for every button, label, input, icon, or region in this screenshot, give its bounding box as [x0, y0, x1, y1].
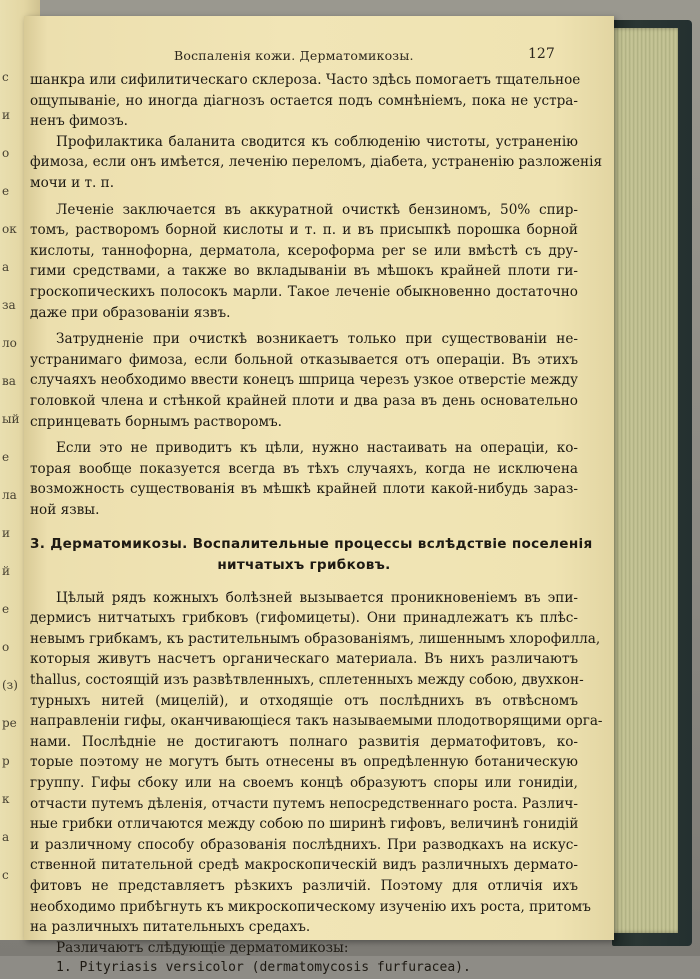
margin-fragment: а [2, 830, 10, 844]
text-line: гроскопическихъ полосокъ марли. Такое леченіе обыкновенно достаточно [30, 283, 578, 300]
text-line: спринцевать борнымъ растворомъ. [30, 413, 282, 430]
text-line: Если это не приводитъ къ цѣли, нужно настаивать на операціи, ко- [56, 440, 578, 457]
page-body [30, 70, 603, 979]
text-line: ной язвы. [30, 501, 100, 518]
text-line: торая вообще показуется всегда въ тѣхъ случаяхъ, когда не исключена [30, 460, 578, 477]
paragraph-4 [30, 329, 578, 432]
text-line: торые поэтому не могутъ быть отнесены въ опредѣленную ботаническую [30, 754, 578, 771]
text-line: группу. Гифы сбоку или на своемъ концѣ образуютъ споры или гонидіи, [30, 775, 578, 791]
paragraph-2 [30, 132, 603, 194]
margin-fragment: ло [2, 336, 17, 350]
margin-fragment: ре [2, 716, 17, 730]
margin-fragment: и [2, 108, 10, 122]
text-line: возможность существованія въ мѣшкѣ крайней плоти какой-нибудь зараз- [30, 481, 578, 498]
margin-fragment: й [2, 564, 10, 578]
margin-fragment: ва [2, 374, 16, 388]
margin-fragment: а [2, 260, 10, 274]
text-line: Леченіе заключается въ аккуратной очисткѣ бензиномъ, 50% спир- [56, 201, 578, 218]
text-line: необходимо прибѣгнуть къ микроскопическому изученію ихъ роста, притомъ [30, 898, 591, 915]
text-line: ненъ фимозъ. [30, 113, 128, 130]
text-line: Затрудненіе при очисткѣ возникаетъ только при существованіи не- [56, 331, 578, 348]
text-line: Цѣлый рядъ кожныхъ болѣзней вызывается проникновеніемъ въ эпи- [56, 589, 578, 606]
text-line: на различныхъ питательныхъ средахъ. [30, 919, 311, 936]
text-line: турныхъ нитей (мицелій), и отходящіе отъ послѣднихъ въ отвѣсномъ [30, 692, 578, 709]
margin-fragment: р [2, 754, 10, 768]
paragraph-1 [30, 70, 581, 132]
paragraph-7: Различаютъ слѣдующіе дерматомикозы: [56, 939, 349, 956]
text-line: и различному способу образованія послѣднихъ. При разводкахъ на искус- [30, 836, 578, 853]
page-number: 127 [528, 46, 555, 62]
text-line: невымъ грибкамъ, къ растительнымъ образованіямъ, лишеннымъ хлорофилла, [30, 630, 601, 647]
text-line: даже при образованіи язвъ. [30, 304, 231, 321]
margin-fragment: е [2, 450, 10, 464]
text-line: случаяхъ необходимо ввести конецъ шприца черезъ узкое отверстіе между [30, 372, 578, 389]
margin-fragment: е [2, 184, 10, 198]
text-line: нами. Послѣдніе не достигаютъ полнаго развитія дерматофитовъ, ко- [30, 733, 578, 750]
text-line: головкой члена и стѣнкой крайней плоти и два раза въ день основательно [30, 392, 578, 409]
text-line: фимоза, если онъ имѣется, леченію переломъ, діабета, устраненію разложенія [30, 154, 603, 171]
text-line: шанкра или сифилитическаго склероза. Часто здѣсь помогаетъ тщательное [30, 72, 581, 88]
margin-fragment: ый [2, 412, 20, 426]
running-head [24, 48, 614, 66]
text-line: которыя живутъ насчетъ органическаго материала. Въ нихъ различаютъ [30, 651, 578, 668]
book-page [24, 16, 614, 976]
margin-fragment: о [2, 640, 10, 654]
text-line: гими средствами, а также во вкладываніи въ мѣшокъ крайней плоти ги- [30, 263, 578, 280]
margin-fragment: ок [2, 222, 17, 236]
margin-fragment: с [2, 868, 9, 882]
paragraph-6 [30, 588, 603, 938]
text-line: thallus, состоящій изъ развѣтвленныхъ, сплетенныхъ между собою, двухкон- [30, 672, 584, 689]
text-line: кислоты, таннофорна, дерматола, ксероформа per se или вмѣстѣ съ дру- [30, 242, 578, 259]
text-line: фитовъ не представляетъ рѣзкихъ различій. Поэтому для отличія ихъ [30, 877, 578, 894]
text-line: направленіи гифы, оканчивающіеся такъ называемыми плодотворящими орга- [30, 713, 603, 730]
margin-fragment: о [2, 146, 10, 160]
text-line: отчасти путемъ дѣленія, отчасти путемъ непосредственнаго роста. Различ- [30, 795, 578, 812]
margin-fragment: к [2, 792, 10, 806]
section-heading [30, 534, 593, 575]
margin-fragment: ла [2, 488, 17, 502]
text-line: ственной питательной средѣ макроскопическій видъ различныхъ дермато- [30, 857, 578, 874]
margin-fragment: и [2, 526, 10, 540]
paragraph-3 [30, 200, 578, 324]
text-line: мочи и т. п. [30, 174, 115, 191]
text-line: дермисъ нитчатыхъ грибковъ (гифомицеты). Они принадлежатъ къ плѣс- [30, 610, 578, 627]
paragraph-5 [30, 438, 578, 520]
text-line: Профилактика баланита сводится къ соблюденію чистоты, устраненію [56, 133, 578, 150]
page-edges [610, 28, 678, 933]
text-line: ные грибки отличаются между собою по ширинѣ гифовъ, величинѣ гонидій [30, 816, 579, 833]
margin-fragment: за [2, 298, 16, 312]
text-line: томъ, растворомъ борной кислоты и т. п. и въ присыпкѣ порошка борной [30, 222, 578, 239]
list-item: 1. Pityriasis versicolor (dermatomycosis furfuracea). [56, 960, 471, 976]
margin-fragment: е [2, 602, 10, 616]
text-line: устранимаго фимоза, если больной отказывается отъ операціи. Въ этихъ [30, 351, 578, 368]
text-line: ощупываніе, но иногда діагнозъ остается подъ сомнѣніемъ, пока не устра- [30, 92, 578, 109]
running-title: Воспаленія кожи. Дерматомикозы. [174, 48, 414, 63]
section-heading-line: нитчатыхъ грибковъ. [217, 557, 391, 574]
margin-fragment: с [2, 70, 9, 84]
section-heading-line: 3. Дерматомикозы. Воспалительные процессы вслѣдствіе поселенія [30, 536, 593, 553]
margin-fragment: (з) [2, 678, 18, 692]
